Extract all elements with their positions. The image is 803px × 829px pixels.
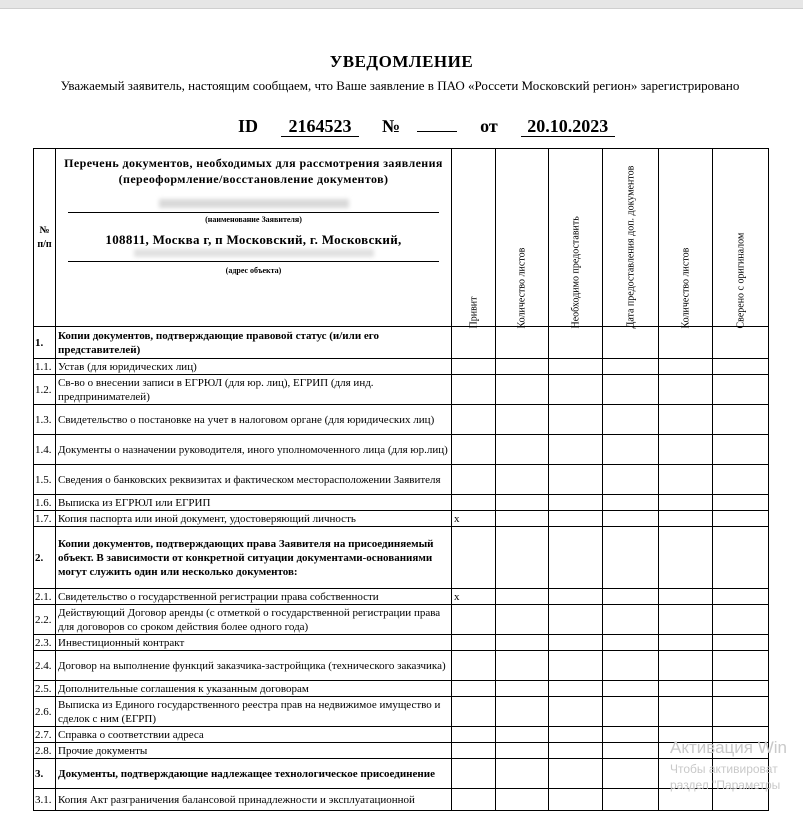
watermark-line-3: раздел "Параметры	[670, 778, 781, 792]
row-number: 1.3.	[34, 405, 56, 435]
row-mark	[452, 359, 496, 375]
row-number: 2.	[34, 527, 56, 589]
table-row	[34, 697, 769, 727]
row-mark	[452, 635, 496, 651]
row-cell-2	[549, 651, 603, 681]
row-cell-2	[549, 495, 603, 511]
row-cell-4	[659, 605, 713, 635]
row-cell-2	[549, 635, 603, 651]
row-cell-3	[603, 495, 659, 511]
row-description: Копии документов, подтверждающие правовой статус (и/или его представителей)	[56, 327, 452, 359]
table-row	[34, 359, 769, 375]
row-number: 2.4.	[34, 651, 56, 681]
row-number: 2.2.	[34, 605, 56, 635]
col-header-5: Сверено с оригиналом	[713, 149, 769, 327]
row-description: Свидетельство о государственной регистрации права собственности	[56, 589, 452, 605]
window-top-edge	[0, 8, 803, 9]
row-cell-5	[713, 375, 769, 405]
row-description: Копия паспорта или иной документ, удостоверяющий личность	[56, 511, 452, 527]
date-label: от	[480, 116, 498, 136]
row-description: Сведения о банковских реквизитах и фактическом месторасположении Заявителя	[56, 465, 452, 495]
row-mark	[452, 681, 496, 697]
row-cell-4	[659, 375, 713, 405]
row-description: Выписка из Единого государственного реестра прав на недвижимое имущество и сделок с ним (ЕГРП)	[56, 697, 452, 727]
row-cell-2	[549, 743, 603, 759]
row-cell-3	[603, 465, 659, 495]
row-number: 1.5.	[34, 465, 56, 495]
num-column-header: № п/п	[34, 149, 56, 327]
row-number: 2.1.	[34, 589, 56, 605]
table-row	[34, 681, 769, 697]
row-cell-4	[659, 635, 713, 651]
row-mark: x	[452, 589, 496, 605]
row-description: Инвестиционный контракт	[56, 635, 452, 651]
window-top-bar	[0, 0, 803, 8]
row-cell-2	[549, 727, 603, 743]
row-cell-5	[713, 495, 769, 511]
id-value: 2164523	[281, 116, 359, 137]
row-cell-1	[496, 327, 549, 359]
row-number: 3.	[34, 759, 56, 789]
table-row	[34, 727, 769, 743]
table-row	[34, 743, 769, 759]
row-cell-2	[549, 759, 603, 789]
watermark-line-2: Чтобы активироват	[670, 762, 778, 776]
row-cell-1	[496, 359, 549, 375]
row-cell-2	[549, 375, 603, 405]
row-cell-5	[713, 405, 769, 435]
number-label: №	[382, 116, 401, 136]
row-mark	[452, 435, 496, 465]
row-number: 1.2.	[34, 375, 56, 405]
main-header-cell	[56, 149, 452, 327]
row-cell-1	[496, 651, 549, 681]
row-description: Устав (для юридических лиц)	[56, 359, 452, 375]
object-address: 108811, Москва г, п Московский, г. Московский,	[105, 232, 402, 247]
row-cell-4	[659, 327, 713, 359]
row-mark: x	[452, 511, 496, 527]
row-cell-2	[549, 511, 603, 527]
table-row	[34, 511, 769, 527]
row-mark	[452, 727, 496, 743]
row-cell-3	[603, 327, 659, 359]
row-cell-2	[549, 789, 603, 811]
row-cell-5	[713, 527, 769, 589]
row-cell-2	[549, 681, 603, 697]
row-number: 1.1.	[34, 359, 56, 375]
row-number: 1.	[34, 327, 56, 359]
row-mark	[452, 759, 496, 789]
row-number: 2.6.	[34, 697, 56, 727]
redacted-applicant-name	[159, 199, 349, 208]
redacted-address-line	[134, 249, 374, 257]
documents-table	[33, 148, 769, 811]
row-cell-2	[549, 359, 603, 375]
row-cell-5	[713, 635, 769, 651]
row-cell-3	[603, 727, 659, 743]
row-cell-4	[659, 589, 713, 605]
intro-text: Уважаемый заявитель, настоящим сообщаем, что Ваше заявление в ПАО «Россети Московский регион» зарегистрировано	[60, 78, 740, 93]
row-cell-3	[603, 375, 659, 405]
id-line	[238, 116, 615, 137]
row-cell-1	[496, 759, 549, 789]
row-cell-1	[496, 605, 549, 635]
row-mark	[452, 465, 496, 495]
row-cell-2	[549, 697, 603, 727]
row-mark	[452, 789, 496, 811]
row-cell-3	[603, 681, 659, 697]
activation-watermark	[670, 738, 787, 792]
row-cell-1	[496, 495, 549, 511]
watermark-line-1: Активация Win	[670, 738, 787, 757]
row-cell-4	[659, 359, 713, 375]
row-description: Документы о назначении руководителя, иного уполномоченного лица (для юр.лиц)	[56, 435, 452, 465]
row-number: 2.3.	[34, 635, 56, 651]
row-cell-5	[713, 359, 769, 375]
row-cell-2	[549, 589, 603, 605]
row-description: Договор на выполнение функций заказчика-застройщика (технического заказчика)	[56, 651, 452, 681]
row-cell-2	[549, 435, 603, 465]
row-description: Свидетельство о постановке на учет в налоговом органе (для юридических лиц)	[56, 405, 452, 435]
row-description: Справка о соответствии адреса	[56, 727, 452, 743]
row-description: Документы, подтверждающие надлежащее технологическое присоединение	[56, 759, 452, 789]
row-cell-4	[659, 527, 713, 589]
row-cell-4	[659, 495, 713, 511]
row-cell-1	[496, 465, 549, 495]
page-title: УВЕДОМЛЕНИЕ	[329, 52, 474, 71]
row-number: 1.4.	[34, 435, 56, 465]
table-row	[34, 327, 769, 359]
row-mark	[452, 743, 496, 759]
row-cell-4	[659, 465, 713, 495]
row-cell-5	[713, 651, 769, 681]
row-cell-1	[496, 511, 549, 527]
row-cell-4	[659, 651, 713, 681]
row-number: 1.6.	[34, 495, 56, 511]
table-row	[34, 435, 769, 465]
row-cell-3	[603, 759, 659, 789]
row-cell-3	[603, 527, 659, 589]
list-title: Перечень документов, необходимых для рассмотрения заявления (переоформление/восстановление документов)	[64, 156, 443, 186]
applicant-label: (наименование Заявителя)	[205, 215, 302, 224]
col-header-4: Количество листов	[659, 149, 713, 327]
row-cell-3	[603, 511, 659, 527]
row-cell-2	[549, 605, 603, 635]
row-cell-2	[549, 465, 603, 495]
row-description: Св-во о внесении записи в ЕГРЮЛ (для юр. лиц), ЕГРИП (для инд. предпринимателей)	[56, 375, 452, 405]
table-row	[34, 605, 769, 635]
row-cell-5	[713, 327, 769, 359]
row-number: 2.8.	[34, 743, 56, 759]
row-cell-4	[659, 511, 713, 527]
row-cell-5	[713, 465, 769, 495]
row-cell-3	[603, 635, 659, 651]
table-row	[34, 759, 769, 789]
row-cell-5	[713, 589, 769, 605]
row-description: Копии документов, подтверждающих права Заявителя на присоединяемый объект. В зависимости от конкретной ситуации документами-основаниями могут служить один или несколько документов:	[56, 527, 452, 589]
row-description: Копия Акт разграничения балансовой принадлежности и эксплуатационной	[56, 789, 452, 811]
row-cell-3	[603, 651, 659, 681]
row-cell-5	[713, 605, 769, 635]
row-number: 3.1.	[34, 789, 56, 811]
row-cell-1	[496, 435, 549, 465]
row-cell-1	[496, 789, 549, 811]
row-cell-4	[659, 405, 713, 435]
row-description: Действующий Договор аренды (с отметкой о государственной регистрации права для договоров со сроком действия более одного года)	[56, 605, 452, 635]
row-mark	[452, 605, 496, 635]
row-cell-1	[496, 527, 549, 589]
row-cell-3	[603, 743, 659, 759]
row-cell-4	[659, 697, 713, 727]
row-cell-2	[549, 327, 603, 359]
col-header-2: Необходимо предоставить	[549, 149, 603, 327]
col-header-0: Привит	[452, 149, 496, 327]
col-header-1: Количество листов	[496, 149, 549, 327]
row-mark	[452, 405, 496, 435]
row-mark	[452, 375, 496, 405]
row-cell-1	[496, 681, 549, 697]
row-mark	[452, 327, 496, 359]
row-cell-3	[603, 435, 659, 465]
table-row	[34, 465, 769, 495]
row-cell-3	[603, 789, 659, 811]
row-mark	[452, 495, 496, 511]
row-cell-5	[713, 681, 769, 697]
table-row	[34, 375, 769, 405]
row-cell-5	[713, 697, 769, 727]
table-row	[34, 527, 769, 589]
address-label: (адрес объекта)	[225, 266, 282, 275]
number-value	[417, 131, 457, 132]
table-row	[34, 589, 769, 605]
address-underline	[68, 261, 439, 262]
table-row	[34, 789, 769, 811]
table-row	[34, 405, 769, 435]
row-cell-1	[496, 743, 549, 759]
row-cell-1	[496, 727, 549, 743]
row-cell-3	[603, 605, 659, 635]
row-cell-2	[549, 405, 603, 435]
row-description: Выписка из ЕГРЮЛ или ЕГРИП	[56, 495, 452, 511]
row-cell-2	[549, 527, 603, 589]
row-mark	[452, 527, 496, 589]
row-cell-1	[496, 589, 549, 605]
row-cell-5	[713, 511, 769, 527]
row-cell-1	[496, 405, 549, 435]
col-header-3: Дата предоставления доп. документов	[603, 149, 659, 327]
row-cell-3	[603, 405, 659, 435]
row-cell-4	[659, 681, 713, 697]
row-mark	[452, 697, 496, 727]
row-number: 2.7.	[34, 727, 56, 743]
row-mark	[452, 651, 496, 681]
table-row	[34, 495, 769, 511]
table-row	[34, 635, 769, 651]
row-cell-3	[603, 359, 659, 375]
row-description: Прочие документы	[56, 743, 452, 759]
row-cell-1	[496, 375, 549, 405]
row-cell-5	[713, 435, 769, 465]
date-value: 20.10.2023	[521, 116, 615, 137]
table-row	[34, 651, 769, 681]
id-label: ID	[238, 116, 259, 136]
table-header-row	[34, 149, 769, 327]
row-description: Дополнительные соглашения к указанным договорам	[56, 681, 452, 697]
row-number: 1.7.	[34, 511, 56, 527]
row-cell-1	[496, 697, 549, 727]
row-cell-3	[603, 589, 659, 605]
row-cell-3	[603, 697, 659, 727]
row-cell-1	[496, 635, 549, 651]
row-number: 2.5.	[34, 681, 56, 697]
row-cell-4	[659, 435, 713, 465]
